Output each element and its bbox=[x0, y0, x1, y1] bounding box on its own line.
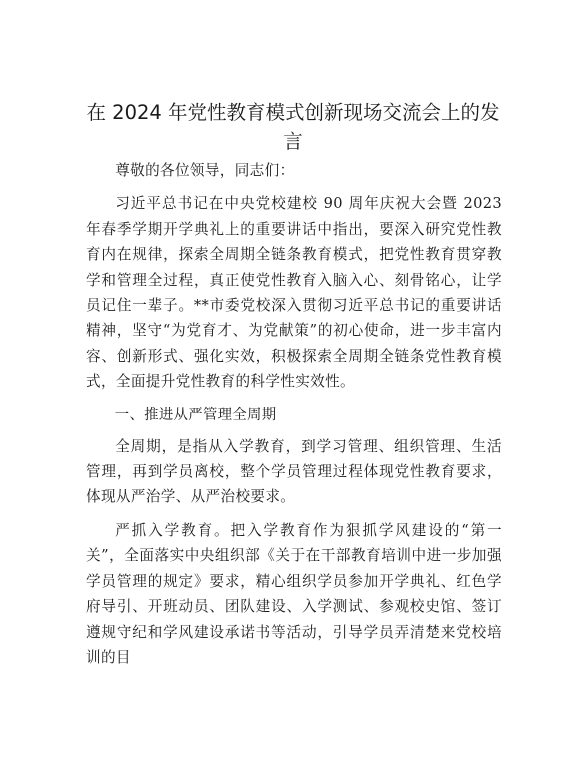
intro-paragraph: 习近平总书记在中央党校建校 90 周年庆祝大会暨 2023 年春季学期开学典礼上的重要讲话中指出，要深入研究党性教育内在规律，探索全周期全链条教育模式，把党性教育贯穿教学和管理全过程，真正使党性教育入脑入心、刻骨铭心，让学员记住一辈子。**市委党校深入贯彻习近平总书记的重要讲话精神，坚守“为党育才、为党献策”的初心使命，进一步丰富内容、创新形式、强化实效，积极探索全周期全链条党性教育模式，全面提升党性教育的科学性实效性。 bbox=[86, 195, 502, 391]
section-heading-1: 一、推进从严管理全周期 bbox=[114, 406, 277, 423]
document-body bbox=[86, 158, 502, 670]
document-title: 在 2024 年党性教育模式创新现场交流会上的发言 bbox=[86, 101, 500, 153]
section1-paragraph-2: 严抓入学教育。把入学教育作为狠抓学风建设的“第一关”，全面落实中央组织部《关于在干部教育培训中进一步加强学员管理的规定》要求，精心组织学员参加开学典礼、红色学府导引、开班动员、团队建设、入学测试、参观校史馆、签订遵规守纪和学风建设承诺书等活动，引导学员弄清楚来党校培训的目 bbox=[86, 521, 502, 666]
salutation: 尊敬的各位领导，同志们： bbox=[115, 162, 295, 179]
section1-paragraph-1: 全周期，是指从入学教育，到学习管理、组织管理、生活管理，再到学员离校，整个学员管理过程体现党性教育要求，体现从严治学、从严治校要求。 bbox=[86, 437, 502, 506]
